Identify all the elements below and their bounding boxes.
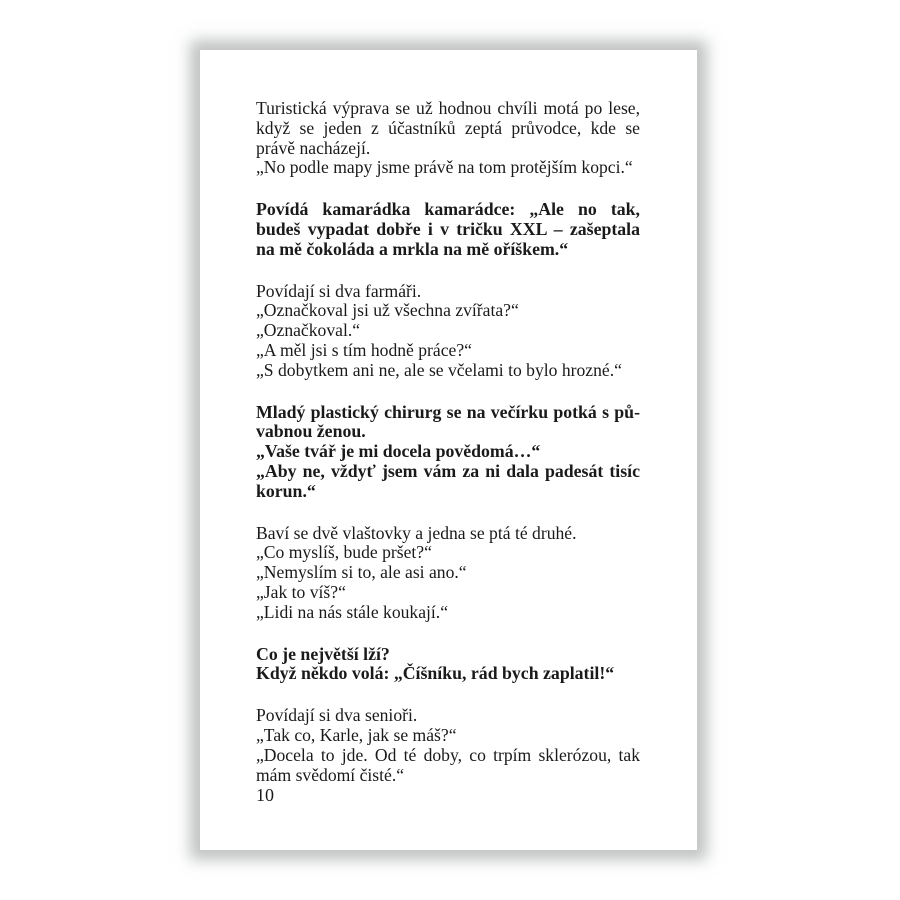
joke-seniors	[256, 706, 640, 785]
text-line: vabnou ženou.	[256, 421, 366, 442]
text-line: „No podle mapy jsme právě na tom protějším kopci.“	[256, 157, 633, 178]
text-line: „Docela to jde. Od té doby, co trpím sklerózou, tak	[256, 744, 640, 765]
text-line: na mě čokoláda a mrkla na mě oříškem.“	[256, 238, 569, 259]
text-line: „A měl jsi s tím hodně práce?“	[256, 339, 472, 360]
text-line: když se jeden z účastníků zeptá průvodce, kde se	[256, 117, 640, 138]
joke-surgeon	[256, 403, 640, 502]
text-line: Povídají si dva senioři.	[256, 705, 418, 726]
text-line: „Lidi na nás stále koukají.“	[256, 601, 449, 622]
text-line: „Tak co, Karle, jak se máš?“	[256, 724, 457, 745]
text-line: Povídá kamarádka kamarádce: „Ale no tak,	[256, 199, 640, 220]
text-line: „S dobytkem ani ne, ale se včelami to bylo hrozné.“	[256, 359, 622, 380]
text-line: budeš vypadat dobře i v tričku XXL – zašeptala	[256, 218, 640, 239]
book-page	[200, 50, 697, 850]
text-line: „Nemyslím si to, ale asi ano.“	[256, 562, 467, 583]
text-line: Mladý plastický chirurg se na večírku potká s pů-	[256, 401, 640, 422]
text-line: Co je největší lží?	[256, 643, 390, 664]
text-line: Baví se dvě vlaštovky a jedna se ptá té druhé.	[256, 522, 577, 543]
joke-swallows	[256, 524, 640, 623]
text-line: mám svědomí čisté.“	[256, 764, 405, 785]
text-line: „Označkoval.“	[256, 320, 361, 341]
text-line: „Co myslíš, bude pršet?“	[256, 542, 432, 563]
text-line: „Aby ne, vždyť jsem vám za ni dala padesát tisíc	[256, 460, 640, 481]
joke-tourists	[256, 99, 640, 178]
text-line: „Vaše tvář je mi docela povědomá…“	[256, 441, 541, 462]
joke-biggest-lie	[256, 645, 640, 685]
joke-chocolate	[256, 200, 640, 259]
text-line: „Jak to víš?“	[256, 581, 346, 602]
page-content	[256, 99, 640, 807]
text-line: Turistická výprava se už hodnou chvíli motá po lese,	[256, 98, 640, 118]
joke-farmers	[256, 282, 640, 381]
text-line: Povídají si dva farmáři.	[256, 280, 422, 301]
text-line: Když někdo volá: „Číšníku, rád bych zaplatil!“	[256, 663, 615, 684]
text-line: „Označkoval jsi už všechna zvířata?“	[256, 300, 519, 321]
text-line: právě nacházejí.	[256, 137, 371, 158]
page-number: 10	[256, 785, 274, 805]
text-line: korun.“	[256, 480, 316, 501]
